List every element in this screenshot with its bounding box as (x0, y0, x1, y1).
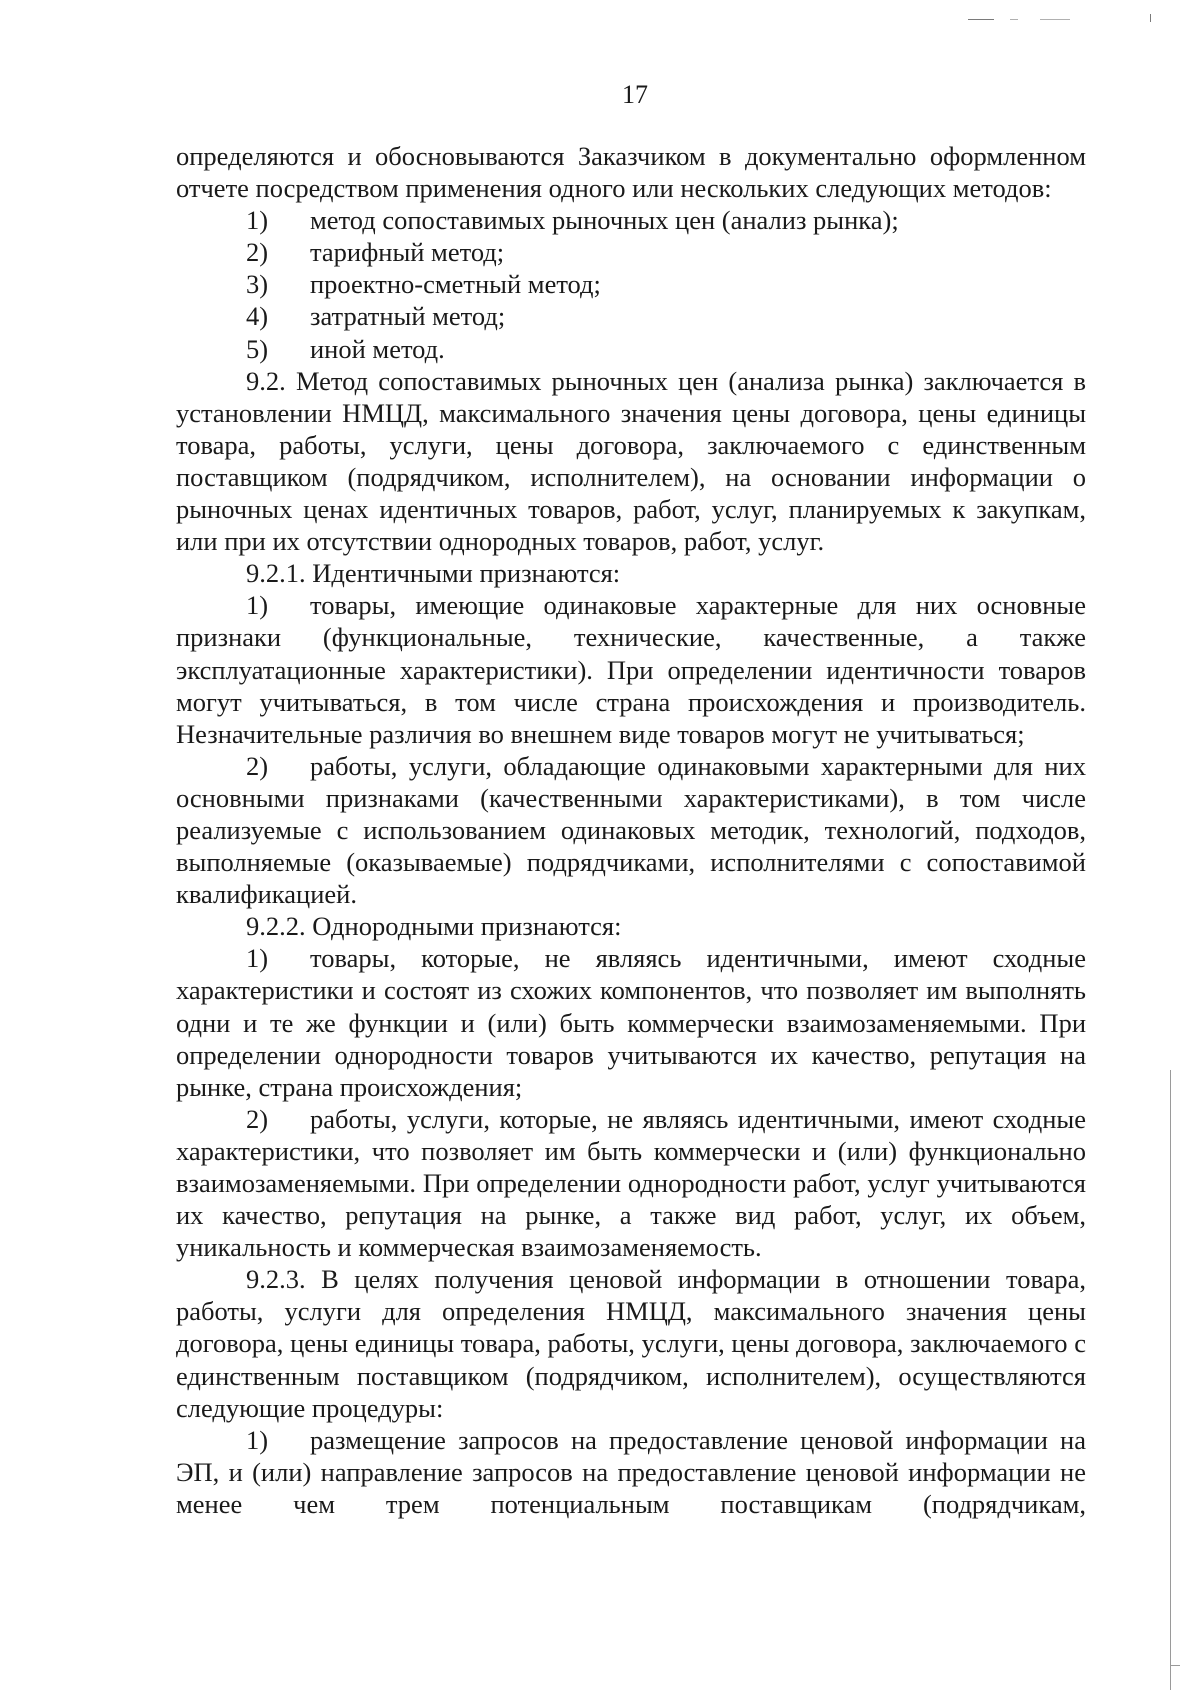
scan-artifact-top (1150, 14, 1151, 22)
list-item (176, 204, 1086, 236)
list-item (176, 268, 1086, 300)
procedures-list (176, 1424, 1086, 1520)
list-item (176, 333, 1086, 365)
document-body (176, 140, 1086, 1520)
list-item-number: 2) (246, 1103, 269, 1134)
list-item (176, 1103, 1086, 1263)
list-item-text: размещение запросов на предоставление ценовой информации на ЭП, и (или) направление запросов на предоставление ценовой информации не менее чем трем потенциальным поставщикам (подрядчикам, (176, 1424, 1086, 1519)
list-item (176, 300, 1086, 332)
list-item-text: работы, услуги, обладающие одинаковыми характерными для них основными признаками (качественными характеристиками), в том числе реализуемые с использованием одинаковых методик, технологий, подходов, выполняемые (оказываемые) подрядчиками, исполнителями с сопоставимой квалификацией. (176, 750, 1086, 910)
methods-list (176, 204, 1086, 364)
page-number: 17 (622, 80, 648, 109)
list-item-text: тарифный метод; (310, 237, 505, 268)
scan-artifact-top (968, 19, 994, 20)
list-item (176, 942, 1086, 1102)
list-item-number: 1) (246, 590, 269, 621)
list-item-number: 1) (246, 205, 269, 236)
list-item-number: 2) (246, 237, 269, 268)
list-item (176, 1424, 1086, 1520)
list-item-number: 1) (246, 1424, 269, 1455)
list-item-text: проектно-сметный метод; (310, 269, 601, 300)
scan-edge-line (1170, 1665, 1180, 1666)
section-9-2-2-heading: 9.2.2. Однородными признаются: (246, 911, 622, 942)
list-item-number: 1) (246, 943, 269, 974)
list-item-text: работы, услуги, которые, не являясь идентичными, имеют сходные характеристики, что позволяет им быть коммерчески и (или) функционально взаимозаменяемыми. При определении однородности работ, услуг учитываются их качество, репутация на рынке, а также вид работ, услуг, их объем, уникальность и коммерческая взаимозаменяемость. (176, 1103, 1086, 1263)
identical-list (176, 589, 1086, 910)
scan-artifact-top (1010, 19, 1018, 20)
list-item-text: товары, которые, не являясь идентичными, имеют сходные характеристики и состоят из схожих компонентов, что позволяет им выполнять одни и те же функции и (или) быть коммерчески взаимозаменяемыми. При определении однородности товаров учитываются их качество, репутация на рынке, страна происхождения; (176, 943, 1086, 1102)
list-item (176, 589, 1086, 749)
list-item-text: иной метод. (310, 333, 445, 364)
list-item (176, 750, 1086, 910)
list-item-text: метод сопоставимых рыночных цен (анализ рынка); (310, 205, 899, 236)
section-9-2-1-heading: 9.2.1. Идентичными признаются: (246, 558, 621, 589)
section-9-2-3-paragraph: 9.2.3. В целях получения ценовой информации в отношении товара, работы, услуги для определения НМЦД, максимального значения цены договора, цены единицы товара, работы, услуги, цены договора, заключаемого с единственным поставщиком (подрядчиком, исполнителем), осуществляются следующие процедуры: (176, 1264, 1086, 1423)
scan-artifact-top (1040, 19, 1070, 20)
list-item-text: товары, имеющие одинаковые характерные для них основные признаки (функциональные, технические, качественные, а также эксплуатационные характеристики). При определении идентичности товаров могут учитываться, в том числе страна происхождения и производитель. Незначительные различия во внешнем виде товаров могут не учитываться; (176, 590, 1086, 749)
scan-edge-line (1170, 1070, 1171, 1690)
intro-paragraph: определяются и обосновываются Заказчиком в документально оформленном отчете посредством применения одного или нескольких следующих методов: (176, 141, 1086, 204)
list-item-number: 2) (246, 750, 269, 781)
list-item (176, 236, 1086, 268)
list-item-text: затратный метод; (310, 301, 506, 332)
list-item-number: 4) (246, 301, 269, 332)
section-9-2-paragraph: 9.2. Метод сопоставимых рыночных цен (анализа рынка) заключается в установлении НМЦД, максимального значения цены договора, цены единицы товара, работы, услуги, цены договора, заключаемого с единственным поставщиком (подрядчиком, исполнителем), на основании информации о рыночных ценах идентичных товаров, работ, услуг, планируемых к закупкам, или при их отсутствии однородных товаров, работ, услуг. (176, 365, 1086, 557)
homogeneous-list (176, 942, 1086, 1263)
list-item-number: 3) (246, 269, 269, 300)
list-item-number: 5) (246, 333, 269, 364)
